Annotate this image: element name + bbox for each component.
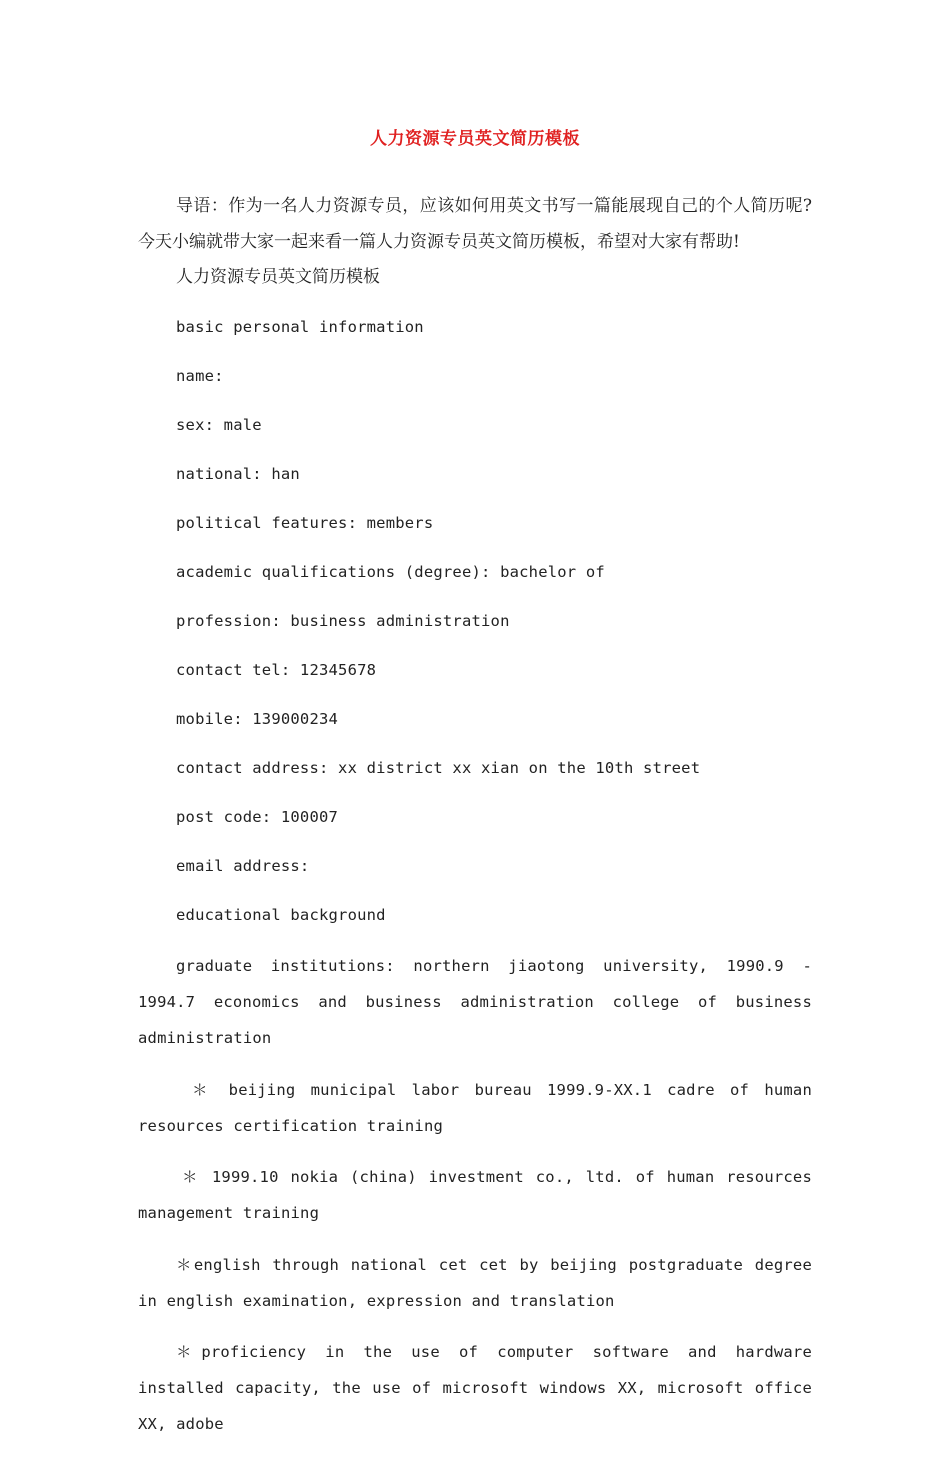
- skill-item: ＊english through national cet cet by beijing postgraduate degree in english examination, expression and translation: [138, 1255, 812, 1310]
- field-contact-tel: contact tel: 12345678: [176, 661, 377, 679]
- field-national: national: han: [176, 465, 300, 483]
- field-political-features: political features: members: [176, 514, 434, 532]
- education-graduate-institutions: graduate institutions: northern jiaotong university, 1990.9 - 1994.7 economics and business administration college of business administration: [138, 957, 812, 1047]
- field-name: name:: [176, 367, 224, 385]
- training-item: ＊ beijing municipal labor bureau 1999.9-XX.1 cadre of human resources certification training: [138, 1080, 812, 1135]
- field-academic-qualifications: academic qualifications (degree): bachelor of: [176, 563, 605, 581]
- section-heading-education: educational background: [176, 906, 386, 924]
- document-title: 人力资源专员英文简历模板: [370, 129, 580, 149]
- skill-item: ＊proficiency in the use of computer software and hardware installed capacity, the use of microsoft windows XX, microsoft office XX, adobe: [138, 1343, 812, 1433]
- field-post-code: post code: 100007: [176, 808, 339, 826]
- field-contact-address: contact address: xx district xx xian on the 10th street: [176, 759, 701, 777]
- resume-subtitle: 人力资源专员英文简历模板: [176, 267, 380, 287]
- field-sex: sex: male: [176, 416, 262, 434]
- intro-paragraph: 导语：作为一名人力资源专员，应该如何用英文书写一篇能展现自己的个人简历呢?今天小编就带大家一起来看一篇人力资源专员英文简历模板，希望对大家有帮助!: [138, 196, 812, 252]
- training-item: ＊ 1999.10 nokia (china) investment co., ltd. of human resources management training: [138, 1168, 812, 1222]
- field-mobile: mobile: 139000234: [176, 710, 339, 728]
- field-profession: profession: business administration: [176, 612, 510, 630]
- section-heading-basic-info: basic personal information: [176, 318, 424, 336]
- field-email-address: email address:: [176, 857, 310, 875]
- document-body: [138, 189, 812, 1458]
